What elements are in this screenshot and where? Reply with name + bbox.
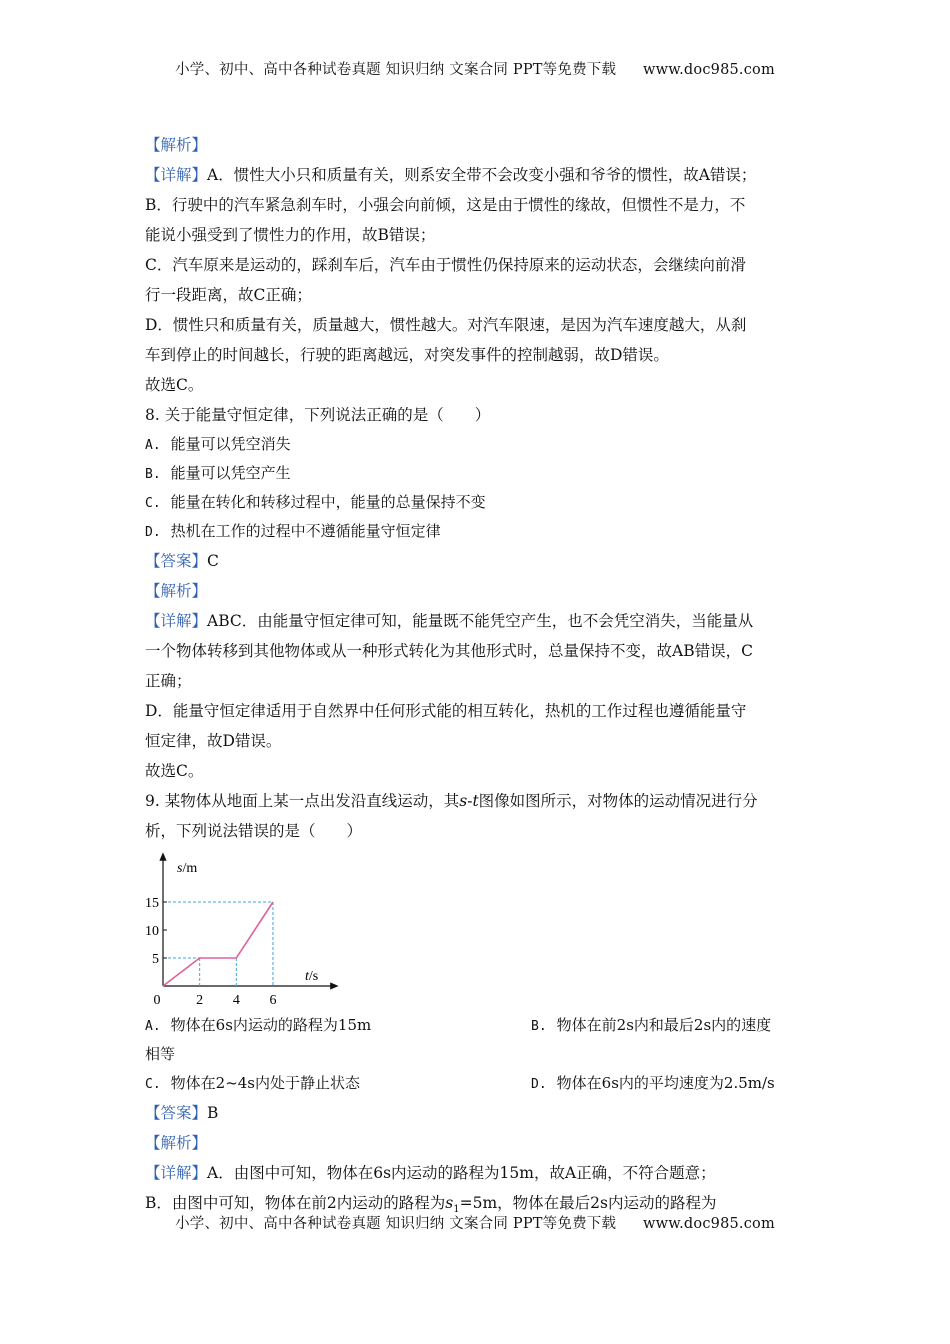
q8-option-d <box>145 517 810 546</box>
q8-answer <box>145 546 810 576</box>
q8-jiexi-tag: 【解析】 <box>145 582 208 600</box>
q9-answer-value: B <box>207 1104 219 1122</box>
q7-xiangjie-tag: 【详解】 <box>145 166 208 184</box>
q8-line: 一个物体转移到其他物体或从一种形式转化为其他形式时，总量保持不变，故AB错误，C <box>145 642 753 660</box>
q9-option-b-continued: 相等 <box>145 1045 176 1063</box>
q8-answer-tag: 【答案】 <box>145 552 208 570</box>
y-axis-label: s/m <box>177 861 198 876</box>
q8-line: D．能量守恒定律适用于自然界中任何形式能的相互转化，热机的工作过程也遵循能量守 <box>145 702 747 720</box>
q8-line-text: ABC．由能量守恒定律可知，能量既不能凭空产生，也不会凭空消失，当能量从 <box>207 612 754 630</box>
option-text: 能量在转化和转移过程中，能量的总量保持不变 <box>170 493 486 511</box>
q8-option-a <box>145 430 810 459</box>
option-letter: A. <box>145 1019 161 1034</box>
q8-line: 正确； <box>145 672 192 690</box>
x-tick-label: 0 <box>153 993 161 1008</box>
q7-jiexi-tag: 【解析】 <box>145 136 208 154</box>
q9-line-text: =5m，物体在最后2s内运动的路程为 <box>459 1194 717 1212</box>
page-header-top <box>0 58 950 79</box>
q8-xiangjie-tag: 【详解】 <box>145 612 208 630</box>
option-letter: C. <box>145 496 161 511</box>
q9-stem-line1 <box>145 786 810 816</box>
q9-option-d <box>531 1069 775 1099</box>
q9-answer <box>145 1098 810 1128</box>
footer-url[interactable]: www.doc985.com <box>642 1216 775 1232</box>
q9-line-text: A．由图中可知，物体在6s内运动的路程为15m，故A正确，不符合题意； <box>207 1164 716 1182</box>
x-tick-label: 2 <box>196 993 204 1008</box>
q7-line: 车到停止的时间越长，行驶的距离越远，对突发事件的控制越弱，故D错误。 <box>145 346 669 364</box>
st-line <box>163 902 273 986</box>
option-text: 物体在前2s内和最后2s内的速度 <box>556 1016 772 1034</box>
q8-conclusion: 故选C。 <box>145 762 204 780</box>
q8-line: 恒定律，故D错误。 <box>145 732 282 750</box>
y-tick-label: 15 <box>145 896 159 911</box>
option-letter: D. <box>145 525 161 540</box>
q7-line: C．汽车原来是运动的，踩刹车后，汽车由于惯性仍保持原来的运动状态，会继续向前滑 <box>145 256 746 274</box>
header-url[interactable]: www.doc985.com <box>642 62 775 78</box>
option-letter: B. <box>145 467 161 482</box>
q7-line: B．行驶中的汽车紧急刹车时，小强会向前倾，这是由于惯性的缘故，但惯性不是力，不 <box>145 196 746 214</box>
q9-option-b <box>531 1011 771 1041</box>
q8-stem: 8. 关于能量守恒定律，下列说法正确的是（ ） <box>145 406 491 424</box>
q9-var-s: s <box>445 1194 454 1212</box>
st-graph <box>145 846 355 1011</box>
st-graph-container <box>145 846 810 1011</box>
q9-option-c <box>145 1069 360 1099</box>
option-letter: C. <box>145 1077 161 1092</box>
q9-option-row-cd <box>145 1069 810 1098</box>
q9-stem-var-s: s <box>459 792 468 810</box>
q9-stem-text: 9. 某物体从地面上某一点出发沿直线运动，其 <box>145 792 460 810</box>
q8-option-c <box>145 488 810 517</box>
q7-line: 行一段距离，故C正确； <box>145 286 312 304</box>
q9-stem-line2: 析，下列说法错误的是（ ） <box>145 822 363 840</box>
q7-line: 能说小强受到了惯性力的作用，故B错误； <box>145 226 436 244</box>
q8-answer-value: C <box>207 552 219 570</box>
q9-line-text: B．由图中可知，物体在前2内运动的路程为 <box>145 1194 446 1212</box>
q8-option-b <box>145 459 810 488</box>
option-text: 物体在6s内的平均速度为2.5m/s <box>556 1074 775 1092</box>
q9-xiangjie-tag: 【详解】 <box>145 1164 208 1182</box>
x-tick-label: 6 <box>269 993 277 1008</box>
q9-detail-line <box>145 1158 810 1188</box>
x-tick-label: 4 <box>232 993 240 1008</box>
q9-jiexi-tag: 【解析】 <box>145 1134 208 1152</box>
q9-option-row-ab <box>145 1011 810 1040</box>
y-tick-label: 5 <box>152 952 159 967</box>
q7-conclusion: 故选C。 <box>145 376 204 394</box>
q9-option-a <box>145 1011 371 1041</box>
q9-stem-text: 图像如图所示，对物体的运动情况进行分 <box>478 792 758 810</box>
header-text: 小学、初中、高中各种试卷真题 知识归纳 文案合同 PPT等免费下载 <box>175 62 617 78</box>
option-text: 能量可以凭空产生 <box>170 464 291 482</box>
option-letter: D. <box>531 1077 547 1092</box>
q9-stem-var-t: t <box>472 792 479 810</box>
q7-line-text: A．惯性大小只和质量有关，则系安全带不会改变小强和爷爷的惯性，故A错误； <box>207 166 757 184</box>
q9-stem-dash: - <box>467 792 473 810</box>
option-letter: A. <box>145 438 161 453</box>
option-text: 热机在工作的过程中不遵循能量守恒定律 <box>170 522 441 540</box>
footer-text: 小学、初中、高中各种试卷真题 知识归纳 文案合同 PPT等免费下载 <box>175 1216 617 1232</box>
y-tick-label: 10 <box>145 924 159 939</box>
x-axis-label: t/s <box>305 969 319 984</box>
page-footer <box>0 1212 950 1233</box>
option-text: 能量可以凭空消失 <box>170 435 291 453</box>
option-text: 物体在6s内运动的路程为15m <box>170 1016 372 1034</box>
option-letter: B. <box>531 1019 547 1034</box>
q9-answer-tag: 【答案】 <box>145 1104 208 1122</box>
q8-detail-line <box>145 606 810 636</box>
q7-detail-line <box>145 160 810 190</box>
document-body <box>145 130 810 1218</box>
q9-var-subscript: 1 <box>453 1204 460 1216</box>
q7-line: D．惯性只和质量有关，质量越大，惯性越大。对汽车限速，是因为汽车速度越大，从刹 <box>145 316 747 334</box>
option-text: 物体在2~4s内处于静止状态 <box>170 1074 361 1092</box>
